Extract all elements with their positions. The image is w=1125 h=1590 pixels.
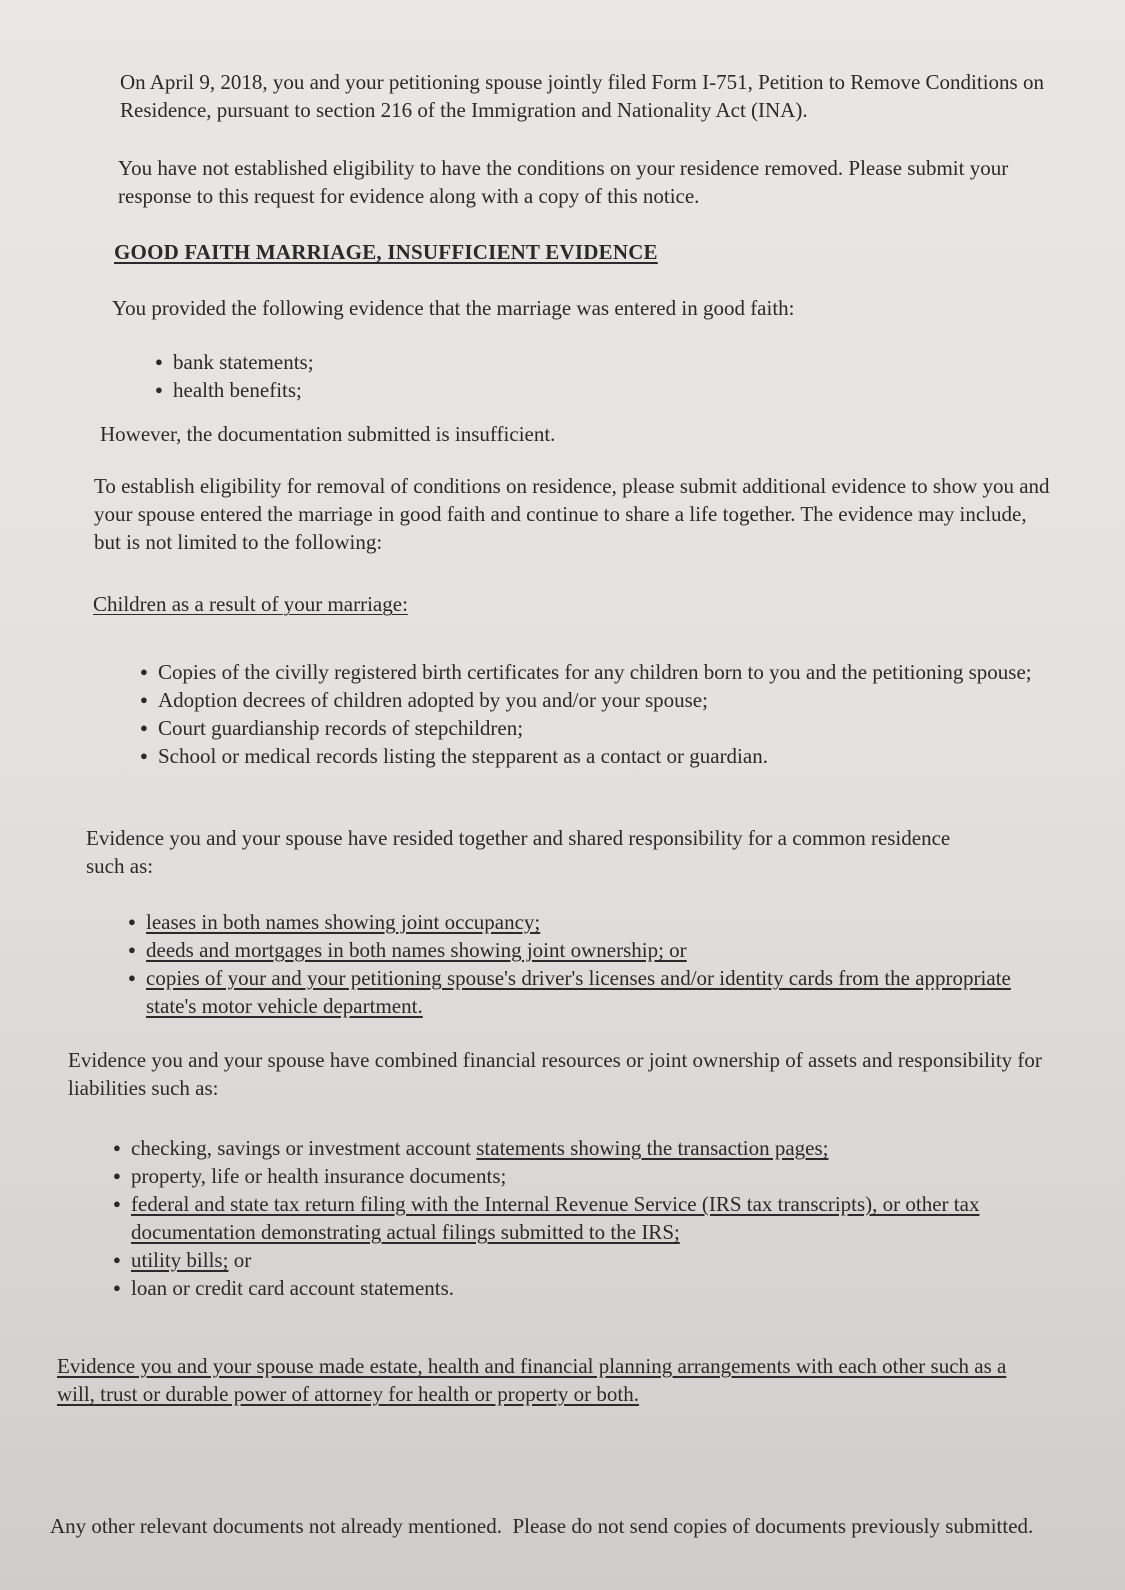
provided-evidence-list [155,348,655,404]
list-item: ● Court guardianship records of stepchildren; [140,714,1075,742]
list-item: ● loan or credit card account statements. [113,1274,1043,1302]
list-item [113,1246,1043,1274]
list-item: ● bank statements; [155,348,655,376]
intro-not-established-paragraph: You have not established eligibility to have the conditions on your residence removed. Please submit your response to this request for evidence along with a copy of this notice. [118,156,1009,208]
item-text-underlined: utility bills; [131,1248,229,1272]
list-item: ● property, life or health insurance documents; [113,1162,1043,1190]
financial-evidence-list [113,1134,1043,1302]
other-documents-paragraph: Any other relevant documents not already mentioned. Please do not send copies of documents previously submitted. [50,1514,1034,1538]
list-item [113,1134,1043,1162]
financial-intro: Evidence you and your spouse have combined financial resources or joint ownership of assets and responsibility for liabilities such as: [68,1048,1042,1100]
section-heading: GOOD FAITH MARRIAGE, INSUFFICIENT EVIDENCE [114,240,658,264]
provided-intro: You provided the following evidence that the marriage was entered in good faith: [112,296,795,320]
children-heading: Children as a result of your marriage: [93,592,408,616]
residence-evidence-list [128,908,1028,1020]
list-item: ● copies of your and your petitioning spouse's driver's licenses and/or identity cards from the appropriate state's motor vehicle department. [128,964,1028,1020]
list-item: ● leases in both names showing joint occupancy; [128,908,1028,936]
evidence-request-paragraph: To establish eligibility for removal of conditions on residence, please submit additional evidence to show you and your spouse entered the marriage in good faith and continue to share a life together. The evidence may include, but is not limited to the following: [94,474,1050,554]
intro-filed-paragraph: On April 9, 2018, you and your petitioning spouse jointly filed Form I-751, Petition to Remove Conditions on Residence, pursuant to section 216 of the Immigration and Nationality Act (INA). [120,70,1044,122]
insufficient-conclusion: However, the documentation submitted is insufficient. [100,422,556,446]
item-text: or [228,1248,252,1272]
list-item: ● Copies of the civilly registered birth certificates for any children born to you and the petitioning spouse; [140,658,1075,686]
item-text-underlined: statements showing the transaction pages; [476,1136,829,1160]
list-item: ● health benefits; [155,376,655,404]
list-item: ● Adoption decrees of children adopted by you and/or your spouse; [140,686,1075,714]
list-item: ● School or medical records listing the stepparent as a contact or guardian. [140,742,1075,770]
residence-intro: Evidence you and your spouse have resided together and shared responsibility for a common residence such as: [86,826,951,878]
estate-planning-paragraph: Evidence you and your spouse made estate, health and financial planning arrangements with each other such as a will, trust or durable power of attorney for health or property or both. [57,1354,1007,1406]
item-text: checking, savings or investment account [131,1136,477,1160]
list-item: ● federal and state tax return filing with the Internal Revenue Service (IRS tax transcripts), or other tax documentation demonstrating actual filings submitted to the IRS; [113,1190,1043,1246]
list-item: ● deeds and mortgages in both names showing joint ownership; or [128,936,1028,964]
children-evidence-list [140,658,1075,770]
